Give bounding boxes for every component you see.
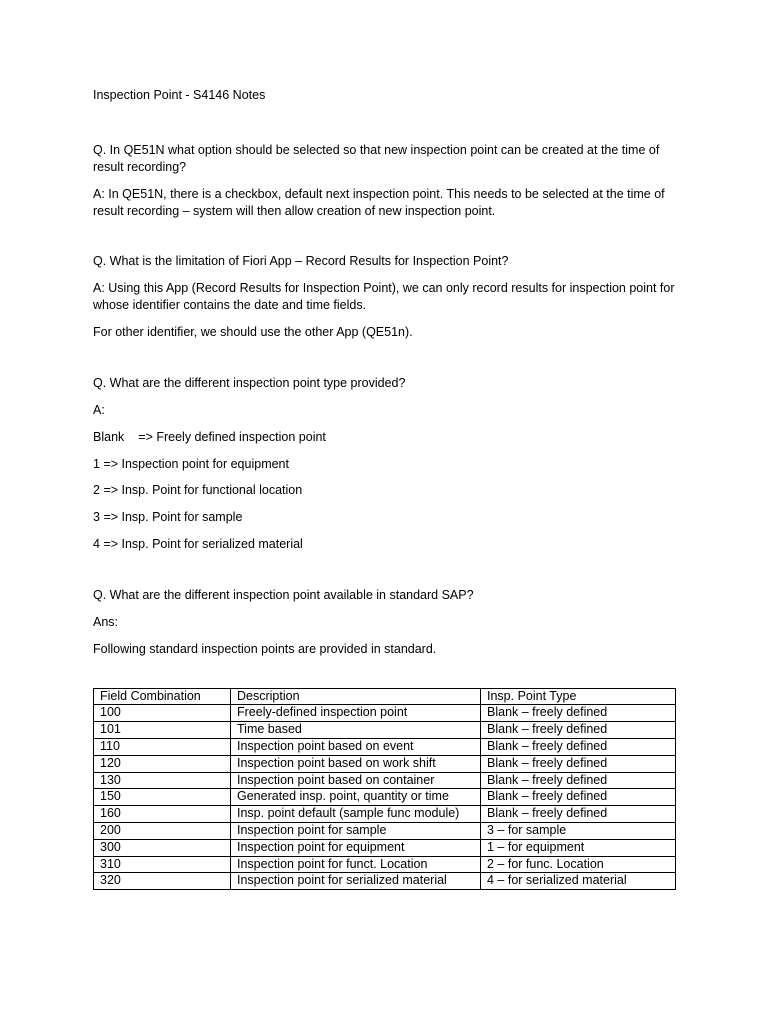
table-row <box>94 856 676 873</box>
table-row <box>94 789 676 806</box>
insp-point-type-cell: Blank – freely defined <box>481 722 676 739</box>
question-3: Q. What are the different inspection point type provided? <box>93 375 406 390</box>
column-header-description: Description <box>231 688 481 705</box>
qa-block-3 <box>93 375 678 553</box>
insp-point-type-cell: 1 – for equipment <box>481 839 676 856</box>
type-text: => Insp. Point for sample <box>103 510 243 525</box>
type-list-item-2 <box>93 482 678 499</box>
description-cell: Inspection point for sample <box>231 823 481 840</box>
description-cell: Inspection point based on event <box>231 739 481 756</box>
answer-2-paragraph-1: A: Using this App (Record Results for Inspection Point), we can only record results for inspection point for whose identifier contains the date and time fields. <box>93 281 675 313</box>
answer-2-paragraph-2: For other identifier, we should use the other App (QE51n). <box>93 325 413 339</box>
table-row <box>94 772 676 789</box>
type-code: 2 <box>93 483 100 498</box>
answer-4-label: Ans: <box>93 614 119 629</box>
insp-point-type-cell: Blank – freely defined <box>481 705 676 722</box>
document-content <box>93 87 678 924</box>
description-cell: Generated insp. point, quantity or time <box>231 789 481 806</box>
type-code: 4 <box>93 537 100 552</box>
description-cell: Insp. point default (sample func module) <box>231 806 481 823</box>
inspection-points-table-wrapper <box>93 688 678 891</box>
insp-point-type-cell: Blank – freely defined <box>481 806 676 823</box>
inspection-points-table <box>93 688 676 891</box>
question-2: Q. What is the limitation of Fiori App – Record Results for Inspection Point? <box>93 254 509 269</box>
field-combination-cell: 120 <box>94 755 231 772</box>
question-1: Q. In QE51N what option should be selected so that new inspection point can be created at the time of result recording? <box>93 142 660 174</box>
type-text: => Insp. Point for functional location <box>103 483 303 498</box>
description-cell: Inspection point for equipment <box>231 839 481 856</box>
type-text: => Inspection point for equipment <box>103 456 289 471</box>
description-cell: Freely-defined inspection point <box>231 705 481 722</box>
type-code: Blank <box>93 429 125 444</box>
document-title: Inspection Point - S4146 Notes <box>93 88 266 102</box>
table-row <box>94 839 676 856</box>
field-combination-cell: 130 <box>94 772 231 789</box>
answer-4-text: Following standard inspection points are provided in standard. <box>93 641 437 656</box>
table-row <box>94 705 676 722</box>
type-code: 1 <box>93 456 100 471</box>
field-combination-cell: 110 <box>94 739 231 756</box>
insp-point-type-cell: 4 – for serialized material <box>481 873 676 890</box>
field-combination-cell: 150 <box>94 789 231 806</box>
insp-point-type-cell: 2 – for func. Location <box>481 856 676 873</box>
type-list-item-4 <box>93 536 678 553</box>
table-row <box>94 722 676 739</box>
column-header-insp-point-type: Insp. Point Type <box>481 688 676 705</box>
description-cell: Inspection point based on work shift <box>231 755 481 772</box>
insp-point-type-cell: Blank – freely defined <box>481 772 676 789</box>
field-combination-cell: 310 <box>94 856 231 873</box>
field-combination-cell: 160 <box>94 806 231 823</box>
column-header-field-combination: Field Combination <box>94 688 231 705</box>
qa-block-2 <box>93 253 678 341</box>
table-row <box>94 806 676 823</box>
field-combination-cell: 101 <box>94 722 231 739</box>
answer-1: A: In QE51N, there is a checkbox, default next inspection point. This needs to be selected at the time of result recording – system will then allow creation of new inspection point. <box>93 186 665 218</box>
description-cell: Inspection point based on container <box>231 772 481 789</box>
type-list-item-3 <box>93 509 678 526</box>
answer-3-label: A: <box>93 402 105 417</box>
table-header-row <box>94 688 676 705</box>
insp-point-type-cell: Blank – freely defined <box>481 755 676 772</box>
field-combination-cell: 320 <box>94 873 231 890</box>
type-code: 3 <box>93 510 100 525</box>
type-text: => Freely defined inspection point <box>138 429 326 444</box>
insp-point-type-cell: Blank – freely defined <box>481 789 676 806</box>
type-text: => Insp. Point for serialized material <box>103 537 303 552</box>
table-row <box>94 739 676 756</box>
field-combination-cell: 100 <box>94 705 231 722</box>
field-combination-cell: 300 <box>94 839 231 856</box>
description-cell: Inspection point for serialized material <box>231 873 481 890</box>
qa-block-4 <box>93 587 678 890</box>
insp-point-type-cell: Blank – freely defined <box>481 739 676 756</box>
qa-block-1 <box>93 142 678 220</box>
table-row <box>94 873 676 890</box>
question-4: Q. What are the different inspection point available in standard SAP? <box>93 588 474 602</box>
type-list-item-blank <box>93 429 678 446</box>
type-list-item-1 <box>93 456 678 473</box>
table-row <box>94 823 676 840</box>
description-cell: Time based <box>231 722 481 739</box>
insp-point-type-cell: 3 – for sample <box>481 823 676 840</box>
table-row <box>94 755 676 772</box>
field-combination-cell: 200 <box>94 823 231 840</box>
inspection-point-type-list <box>93 429 678 553</box>
description-cell: Inspection point for funct. Location <box>231 856 481 873</box>
